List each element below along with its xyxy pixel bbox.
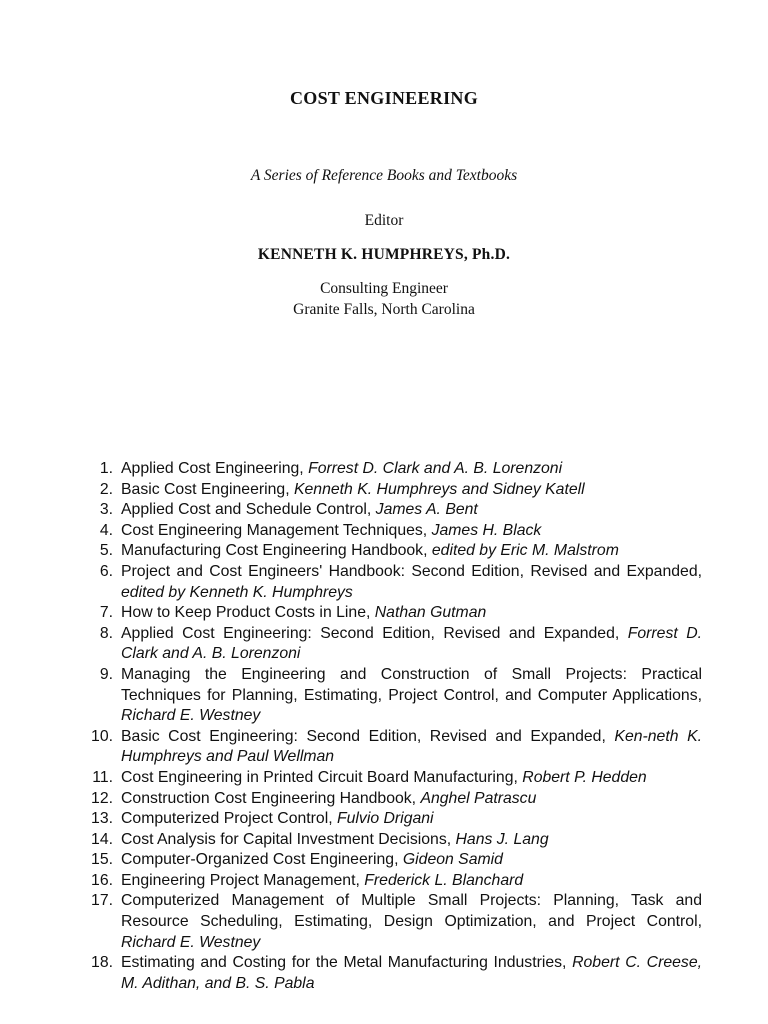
book-entry — [121, 953, 702, 994]
book-title: Engineering Project Management, — [121, 871, 365, 889]
book-title: Project and Cost Engineers' Handbook: Second Edition, Revised and Expanded, — [121, 562, 702, 580]
book-list-item — [88, 850, 702, 871]
book-author: Anghel Patrascu — [420, 789, 537, 807]
book-list — [88, 459, 702, 994]
book-title: Computerized Management of Multiple Small Projects: Planning, Task and Resource Scheduling, Estimating, Design Optimization, and Project Control, — [121, 892, 702, 931]
book-title: How to Keep Product Costs in Line, — [121, 604, 375, 622]
book-title: Basic Cost Engineering: Second Edition, Revised and Expanded, — [121, 727, 615, 745]
book-list-item — [88, 727, 702, 768]
book-author: Nathan Gutman — [374, 604, 487, 622]
book-title: Construction Cost Engineering Handbook, — [121, 789, 421, 807]
book-number: 14. — [91, 830, 113, 848]
book-number: 15. — [91, 851, 113, 869]
book-list-item — [88, 871, 702, 892]
book-list-item — [88, 500, 702, 521]
book-title: Estimating and Costing for the Metal Manufacturing Industries, — [121, 954, 573, 972]
book-author: Richard E. Westney — [121, 933, 261, 951]
book-entry — [121, 500, 702, 521]
book-entry — [121, 562, 702, 603]
book-entry — [121, 850, 702, 871]
book-number: 6. — [99, 562, 113, 580]
book-author: James H. Black — [431, 521, 542, 539]
book-entry — [121, 789, 702, 810]
book-entry — [121, 480, 702, 501]
book-number: 13. — [91, 810, 113, 828]
series-title: COST ENGINEERING — [289, 88, 479, 108]
affiliation-title: Consulting Engineer — [320, 280, 448, 297]
book-author: Forrest D. Clark and A. B. Lorenzoni — [121, 624, 702, 663]
book-entry — [121, 459, 702, 480]
book-number: 9. — [99, 665, 113, 683]
book-title: Computerized Project Control, — [121, 810, 337, 828]
book-author: Frederick L. Blanchard — [364, 871, 524, 889]
book-number: 3. — [99, 501, 113, 519]
book-number: 5. — [99, 542, 113, 560]
book-title: Basic Cost Engineering, — [121, 480, 294, 498]
affiliation-location: Granite Falls, North Carolina — [293, 301, 475, 318]
book-entry — [121, 541, 702, 562]
book-list-item — [88, 603, 702, 624]
book-list-item — [88, 541, 702, 562]
book-number: 11. — [92, 768, 113, 786]
book-title: Cost Engineering Management Techniques, — [121, 521, 432, 539]
book-list-item — [88, 768, 702, 789]
book-author: Robert C. Creese, M. Adithan, and B. S. Pabla — [121, 954, 702, 992]
book-number: 2. — [99, 480, 113, 498]
book-list-item — [88, 830, 702, 851]
book-author: Kenneth K. Humphreys and Sidney Katell — [293, 480, 585, 498]
book-title: Applied Cost and Schedule Control, — [121, 501, 376, 519]
book-list-item — [88, 480, 702, 501]
book-title: Managing the Engineering and Construction of Small Projects: Practical Techniques for Planning, Estimating, Project Control, and Computer Applications, — [121, 665, 702, 704]
book-list-item — [88, 562, 702, 603]
book-number: 17. — [91, 892, 113, 910]
book-list-item — [88, 891, 702, 953]
book-author: Richard E. Westney — [121, 707, 261, 725]
book-author: Gideon Samid — [402, 851, 503, 869]
book-entry — [121, 727, 702, 768]
book-author: edited by Kenneth K. Humphreys — [121, 583, 353, 601]
book-entry — [121, 830, 702, 851]
book-number: 7. — [99, 604, 113, 622]
book-title: Applied Cost Engineering, — [121, 460, 309, 477]
book-author: Hans J. Lang — [455, 830, 549, 848]
book-number: 10. — [91, 727, 113, 745]
book-author: Ken-neth K. Humphreys and Paul Wellman — [121, 727, 702, 766]
book-list-item — [88, 459, 702, 480]
book-number: 18. — [91, 954, 113, 972]
book-number: 12. — [91, 789, 113, 807]
book-list-item — [88, 789, 702, 810]
book-list-item — [88, 809, 702, 830]
book-list-item — [88, 665, 702, 727]
editor-name: KENNETH K. HUMPHREYS, Ph.D. — [257, 246, 511, 263]
editor-label: Editor — [364, 212, 404, 229]
book-list-item — [88, 953, 702, 994]
book-author: Forrest D. Clark and A. B. Lorenzoni — [308, 460, 563, 477]
book-title: Applied Cost Engineering: Second Edition, Revised and Expanded, — [121, 624, 628, 642]
book-title: Computer-Organized Cost Engineering, — [121, 851, 403, 869]
book-title: Cost Engineering in Printed Circuit Board Manufacturing, — [121, 768, 523, 786]
book-author: Fulvio Drigani — [336, 810, 434, 828]
book-number: 1. — [99, 460, 113, 477]
book-author: edited by Eric M. Malstrom — [431, 542, 619, 560]
book-list-item — [88, 521, 702, 542]
book-title: Manufacturing Cost Engineering Handbook, — [121, 542, 432, 560]
book-entry — [121, 624, 702, 665]
book-entry — [121, 665, 702, 727]
editor-affiliation — [0, 278, 768, 320]
book-number: 4. — [99, 521, 113, 539]
book-title: Cost Analysis for Capital Investment Decisions, — [121, 830, 456, 848]
book-author: James A. Bent — [375, 501, 478, 519]
book-entry — [121, 891, 702, 953]
book-entry — [121, 809, 702, 830]
book-entry — [121, 603, 702, 624]
book-entry — [121, 871, 702, 892]
book-number: 16. — [91, 871, 113, 889]
book-entry — [121, 768, 702, 789]
book-author: Robert P. Hedden — [522, 768, 647, 786]
series-subtitle: A Series of Reference Books and Textbooks — [250, 167, 518, 184]
book-number: 8. — [99, 624, 113, 642]
book-list-item — [88, 624, 702, 665]
book-entry — [121, 521, 702, 542]
